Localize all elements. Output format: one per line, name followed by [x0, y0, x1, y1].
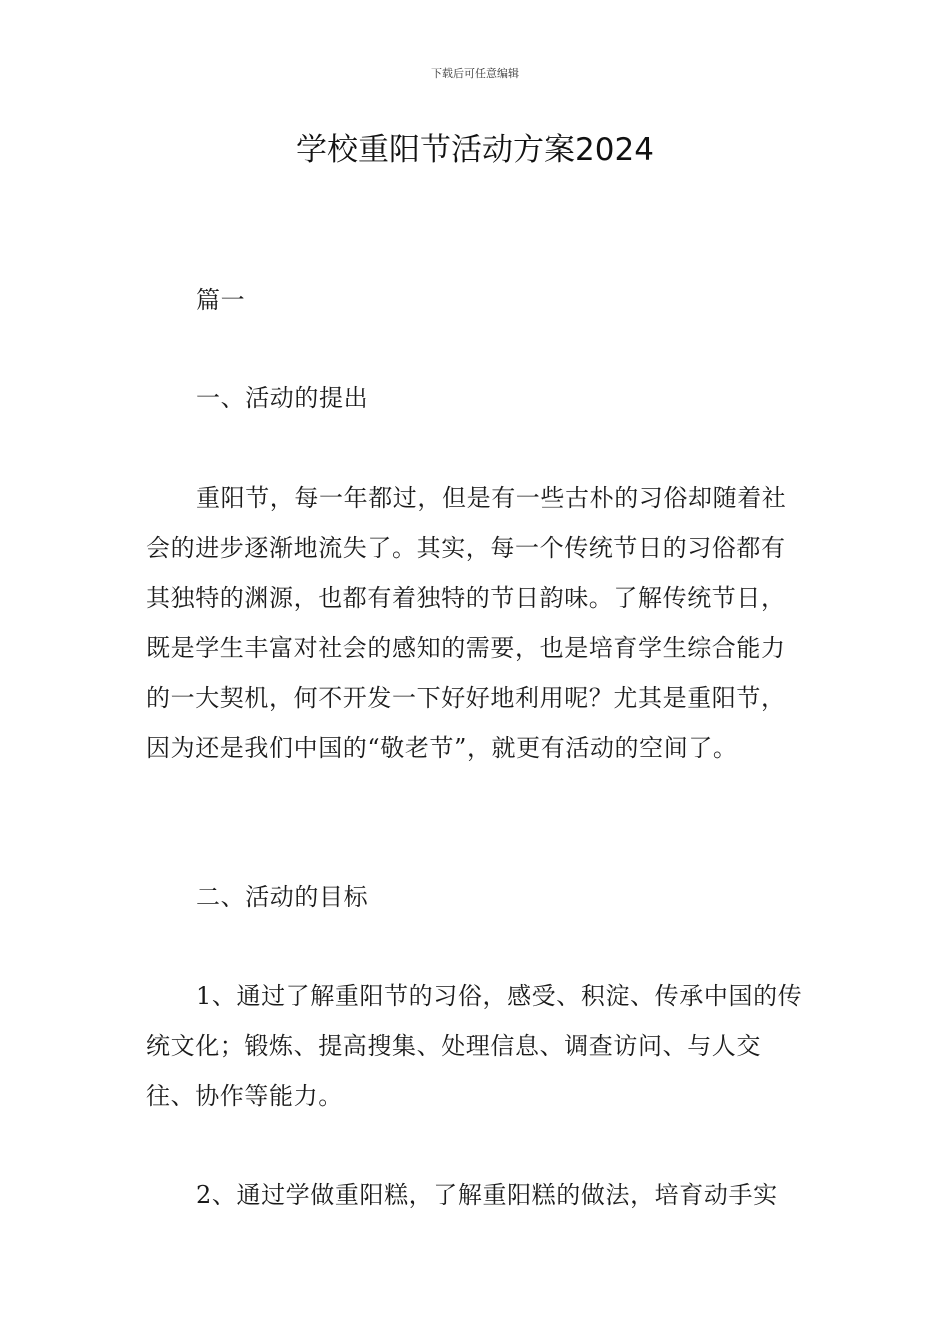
document-title: 学校重阳节活动方案2024 [296, 132, 654, 168]
section-heading-goals: 二、活动的目标 [196, 883, 369, 911]
header-note: 下载后可任意编辑 [431, 67, 519, 80]
paragraph-goal-2: 2、通过学做重阳糕，了解重阳糕的做法，培育动手实 [196, 1181, 778, 1209]
section-heading-proposal: 一、活动的提出 [196, 384, 369, 412]
paragraph-goal-1: 1、通过了解重阳节的习俗，感受、积淀、传承中国的传统文化；锻炼、提高搜集、处理信息、调查访问、与人交往、协作等能力。 [146, 982, 803, 1110]
section-label: 篇一 [196, 286, 246, 314]
paragraph-proposal: 重阳节，每一年都过，但是有一些古朴的习俗却随着社会的进步逐渐地流失了。其实，每一个传统节日的习俗都有其独特的渊源，也都有着独特的节日韵味。了解传统节日，既是学生丰富对社会的感知的需要，也是培育学生综合能力的一大契机，何不开发一下好好地利用呢？尤其是重阳节，因为还是我们中国的“敬老节”，就更有活动的空间了。 [146, 484, 787, 762]
